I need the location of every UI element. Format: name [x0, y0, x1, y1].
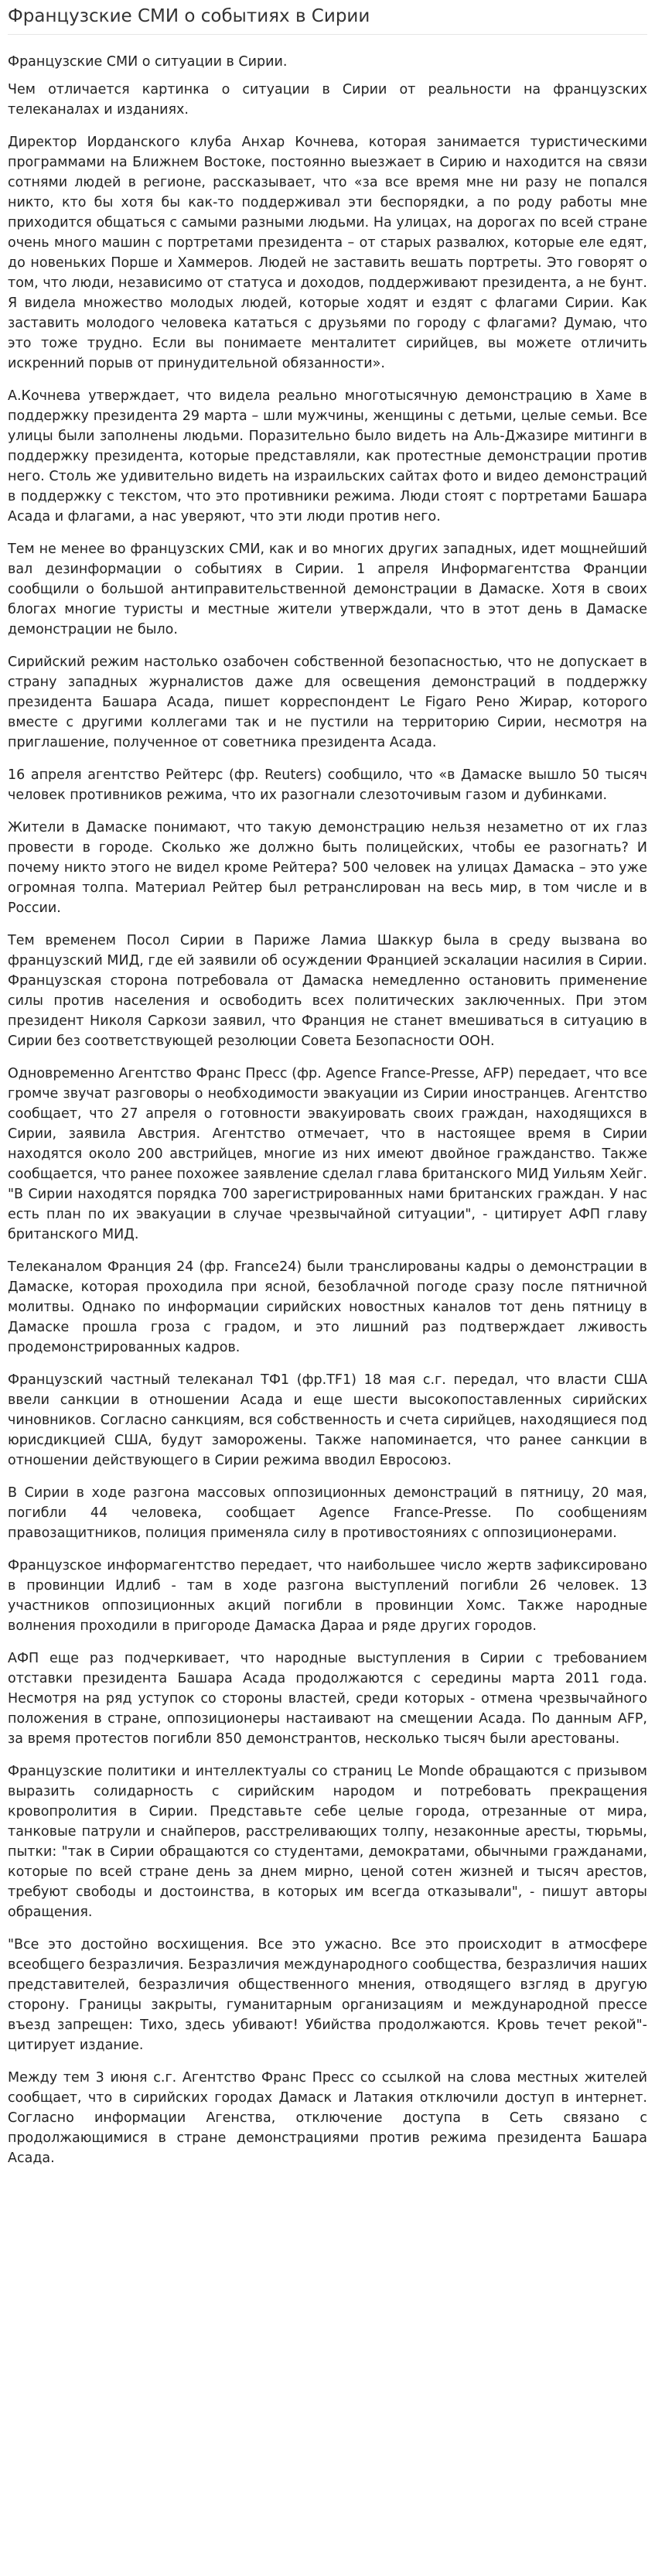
article-paragraph: Между тем 3 июня с.г. Агентство Франс Пресс со ссылкой на слова местных жителей сообщает, что в сирийских городах Дамаск и Латакия отключили доступ в интернет. Согласно информации Агенства, отключение доступа в Сеть связано с продолжающимися в стране демонстрациями против режима президента Башара Асада.: [8, 2070, 647, 2166]
article-paragraph: "Все это достойно восхищения. Все это ужасно. Все это происходит в атмосфере всеобщего безразличия. Безразличия международного сообщества, безразличия наших представителей, безразличия общественного мнения, отводящего взгляд в другую сторону. Границы закрыты, гуманитарным организациям и международной прессе въезд запрещен: Тихо, здесь убивают! Убийства продолжаются. Кровь течет рекой"- цитирует издание.: [8, 1937, 647, 2053]
article-paragraph: Французский частный телеканал ТФ1 (фр.TF1) 18 мая с.г. передал, что власти США ввели санкции в отношении Асада и еще шести высокопоставленных сирийских чиновников. Согласно санкциям, вся собственность и счета сирийцев, находящиеся под юрисдикцией США, будут заморожены. Также напоминается, что ранее санкции в отношении действующего в Сирии режима вводил Евросоюз.: [8, 1372, 647, 1468]
article-paragraph: Сирийский режим настолько озабочен собственной безопасностью, что не допускает в страну западных журналистов даже для освещения демонстраций в поддержку президента Башара Асада, пишет корреспондент Le Figaro Рено Жирар, которого вместе с другими коллегами так и не пустили на территорию Сирии, несмотря на приглашение, полученное от советника президента Асада.: [8, 654, 647, 750]
article-paragraph: АФП еще раз подчеркивает, что народные выступления в Сирии с требованием отставки президента Башара Асада продолжаются с середины марта 2011 года. Несмотря на ряд уступок со стороны властей, среди которых - отмена чрезвычайного положения в стране, оппозиционеры настаивают на смещении Асада. По данным AFP, за время протестов погибли 850 демонстрантов, несколько тысяч были арестованы.: [8, 1651, 647, 1747]
article-paragraph: В Сирии в ходе разгона массовых оппозиционных демонстраций в пятницу, 20 мая, погибли 44 человека, сообщает Agence France-Presse. По сообщениям правозащитников, полиция применяла силу в противостояниях с оппозиционерами.: [8, 1485, 647, 1541]
article-paragraph: Чем отличается картинка о ситуации в Сирии от реальности на французских телеканалах и изданиях.: [8, 82, 647, 118]
article-paragraph: Французское информагентство передает, что наибольшее число жертв зафиксировано в провинции Идлиб - там в ходе разгона выступлений погибли 26 человек. 13 участников оппозиционных акций погибли в провинции Хомс. Также народные волнения проходили в пригороде Дамаска Дараа и ряде других городов.: [8, 1558, 647, 1634]
article-paragraph: Телеканалом Франция 24 (фр. France24) были транслированы кадры о демонстрации в Дамаске, которая проходила при ясной, безоблачной погоде сразу после пятничной молитвы. Однако по информации сирийских новостных каналов тот день пятницу в Дамаске прошла гроза с градом, и это лишний раз подтверждает лживость продемонстрированных кадров.: [8, 1259, 647, 1355]
article-paragraph: Тем временем Посол Сирии в Париже Ламиа Шаккур была в среду вызвана во французский МИД, где ей заявили об осуждении Францией эскалации насилия в Сирии. Французская сторона потребовала от Дамаска немедленно остановить применение силы против населения и освободить всех политических заключенных. При этом президент Николя Саркози заявил, что Франция не станет вмешиваться в ситуацию в Сирии без соответствующей резолюции Совета Безопасности ООН.: [8, 933, 647, 1049]
article-paragraph: Французские политики и интеллектуалы со страниц Le Monde обращаются с призывом выразить солидарность с сирийским народом и потребовать прекращения кровопролития в Сирии. Представьте себе целые города, отрезанные от мира, танковые патрули и снайперов, расстреливающих толпу, незаконные аресты, тюрьмы, пытки: "так в Сирии обращаются со студентами, демократами, обычными гражданами, которые по всей стране день за днем мирно, ценой сотен жизней и тысяч арестов, требуют свободы и достоинства, в которых им всегда отказывали", - пишут авторы обращения.: [8, 1764, 647, 1920]
article-paragraph: А.Кочнева утверждает, что видела реально многотысячную демонстрацию в Хаме в поддержку президента 29 марта – шли мужчины, женщины с детьми, целые семьи. Все улицы были заполнены людьми. Поразительно было видеть на Аль-Джазире митинги в поддержку президента, которые представляли, как протестные демонстрации против него. Столь же удивительно видеть на израильских сайтах фото и видео демонстраций в поддержку с текстом, что это противники режима. Люди стоят с портретами Башара Асада и флагами, а нас уверяют, что эти люди против него.: [8, 388, 647, 524]
article-paragraph: Одновременно Агентство Франс Пресс (фр. Agence France-Presse, AFP) передает, что все громче звучат разговоры о необходимости эвакуации из Сирии иностранцев. Агентство сообщает, что 27 апреля о готовности эвакуировать своих граждан, находящихся в Сирии, заявила Австрия. Агентство отмечает, что в настоящее время в Сирии находятся около 200 австрийцев, многие из них имеют двойное гражданство. Также сообщается, что ранее похожее заявление сделал глава британского МИД Уильям Хейг. "В Сирии находятся порядка 700 зарегистрированных нами британских граждан. У нас есть план по их эвакуации в случае чрезвычайной ситуации", - цитирует АФП главу британского МИД.: [8, 1066, 647, 1242]
article-paragraph: Тем не менее во французских СМИ, как и во многих других западных, идет мощнейший вал дезинформации о событиях в Сирии. 1 апреля Информагентства Франции сообщили о большой антиправительственной демонстрации в Дамаске. Хотя в своих блогах многие туристы и местные жители утверждали, что в этот день в Дамаске демонстрации не было.: [8, 542, 647, 637]
article-paragraph: Жители в Дамаске понимают, что такую демонстрацию нельзя незаметно от их глаз провести в городе. Сколько же должно быть полицейских, чтобы ее разогнать? И почему никто этого не видел кроме Рейтера? 500 человек на улицах Дамаска – это уже огромная толпа. Материал Рейтер был ретранслирован на весь мир, в том числе и в России.: [8, 820, 647, 916]
article-paragraph: Директор Иорданского клуба Анхар Кочнева, которая занимается туристическими программами на Ближнем Востоке, постоянно выезжает в Сирию и находится на связи сотнями людей в регионе, рассказывает, что «за все время мне ни разу не попался никто, кто бы хотя бы как-то поддерживал эти беспорядки, а по роду работы мне приходится общаться с самыми разными людьми. На улицах, на дорогах по всей стране очень много машин с портретами президента – от старых развалюх, которые еле едят, до новеньких Порше и Хаммеров. Людей не заставить вешать портреты. Это говорят о том, что люди, независимо от статуса и доходов, поддерживают президента, а не бунт. Я видела множество молодых людей, которые ходят и ездят с флагами Сирии. Как заставить молодого человека кататься с друзьями по городу с флагами? Думаю, что это тоже трудно. Если вы понимаете менталитет сирийцев, вы можете отличить искренний порыв от принудительной обязанности».: [8, 135, 647, 371]
article-lead: Французские СМИ о ситуации в Сирии.: [8, 54, 288, 70]
article-paragraph: 16 апреля агентство Рейтерс (фр. Reuters) сообщило, что «в Дамаске вышло 50 тысяч человек противников режима, что их разогнали слезоточивым газом и дубинками.: [8, 767, 647, 803]
page-title: Французские СМИ о событиях в Сирии: [8, 3, 647, 35]
